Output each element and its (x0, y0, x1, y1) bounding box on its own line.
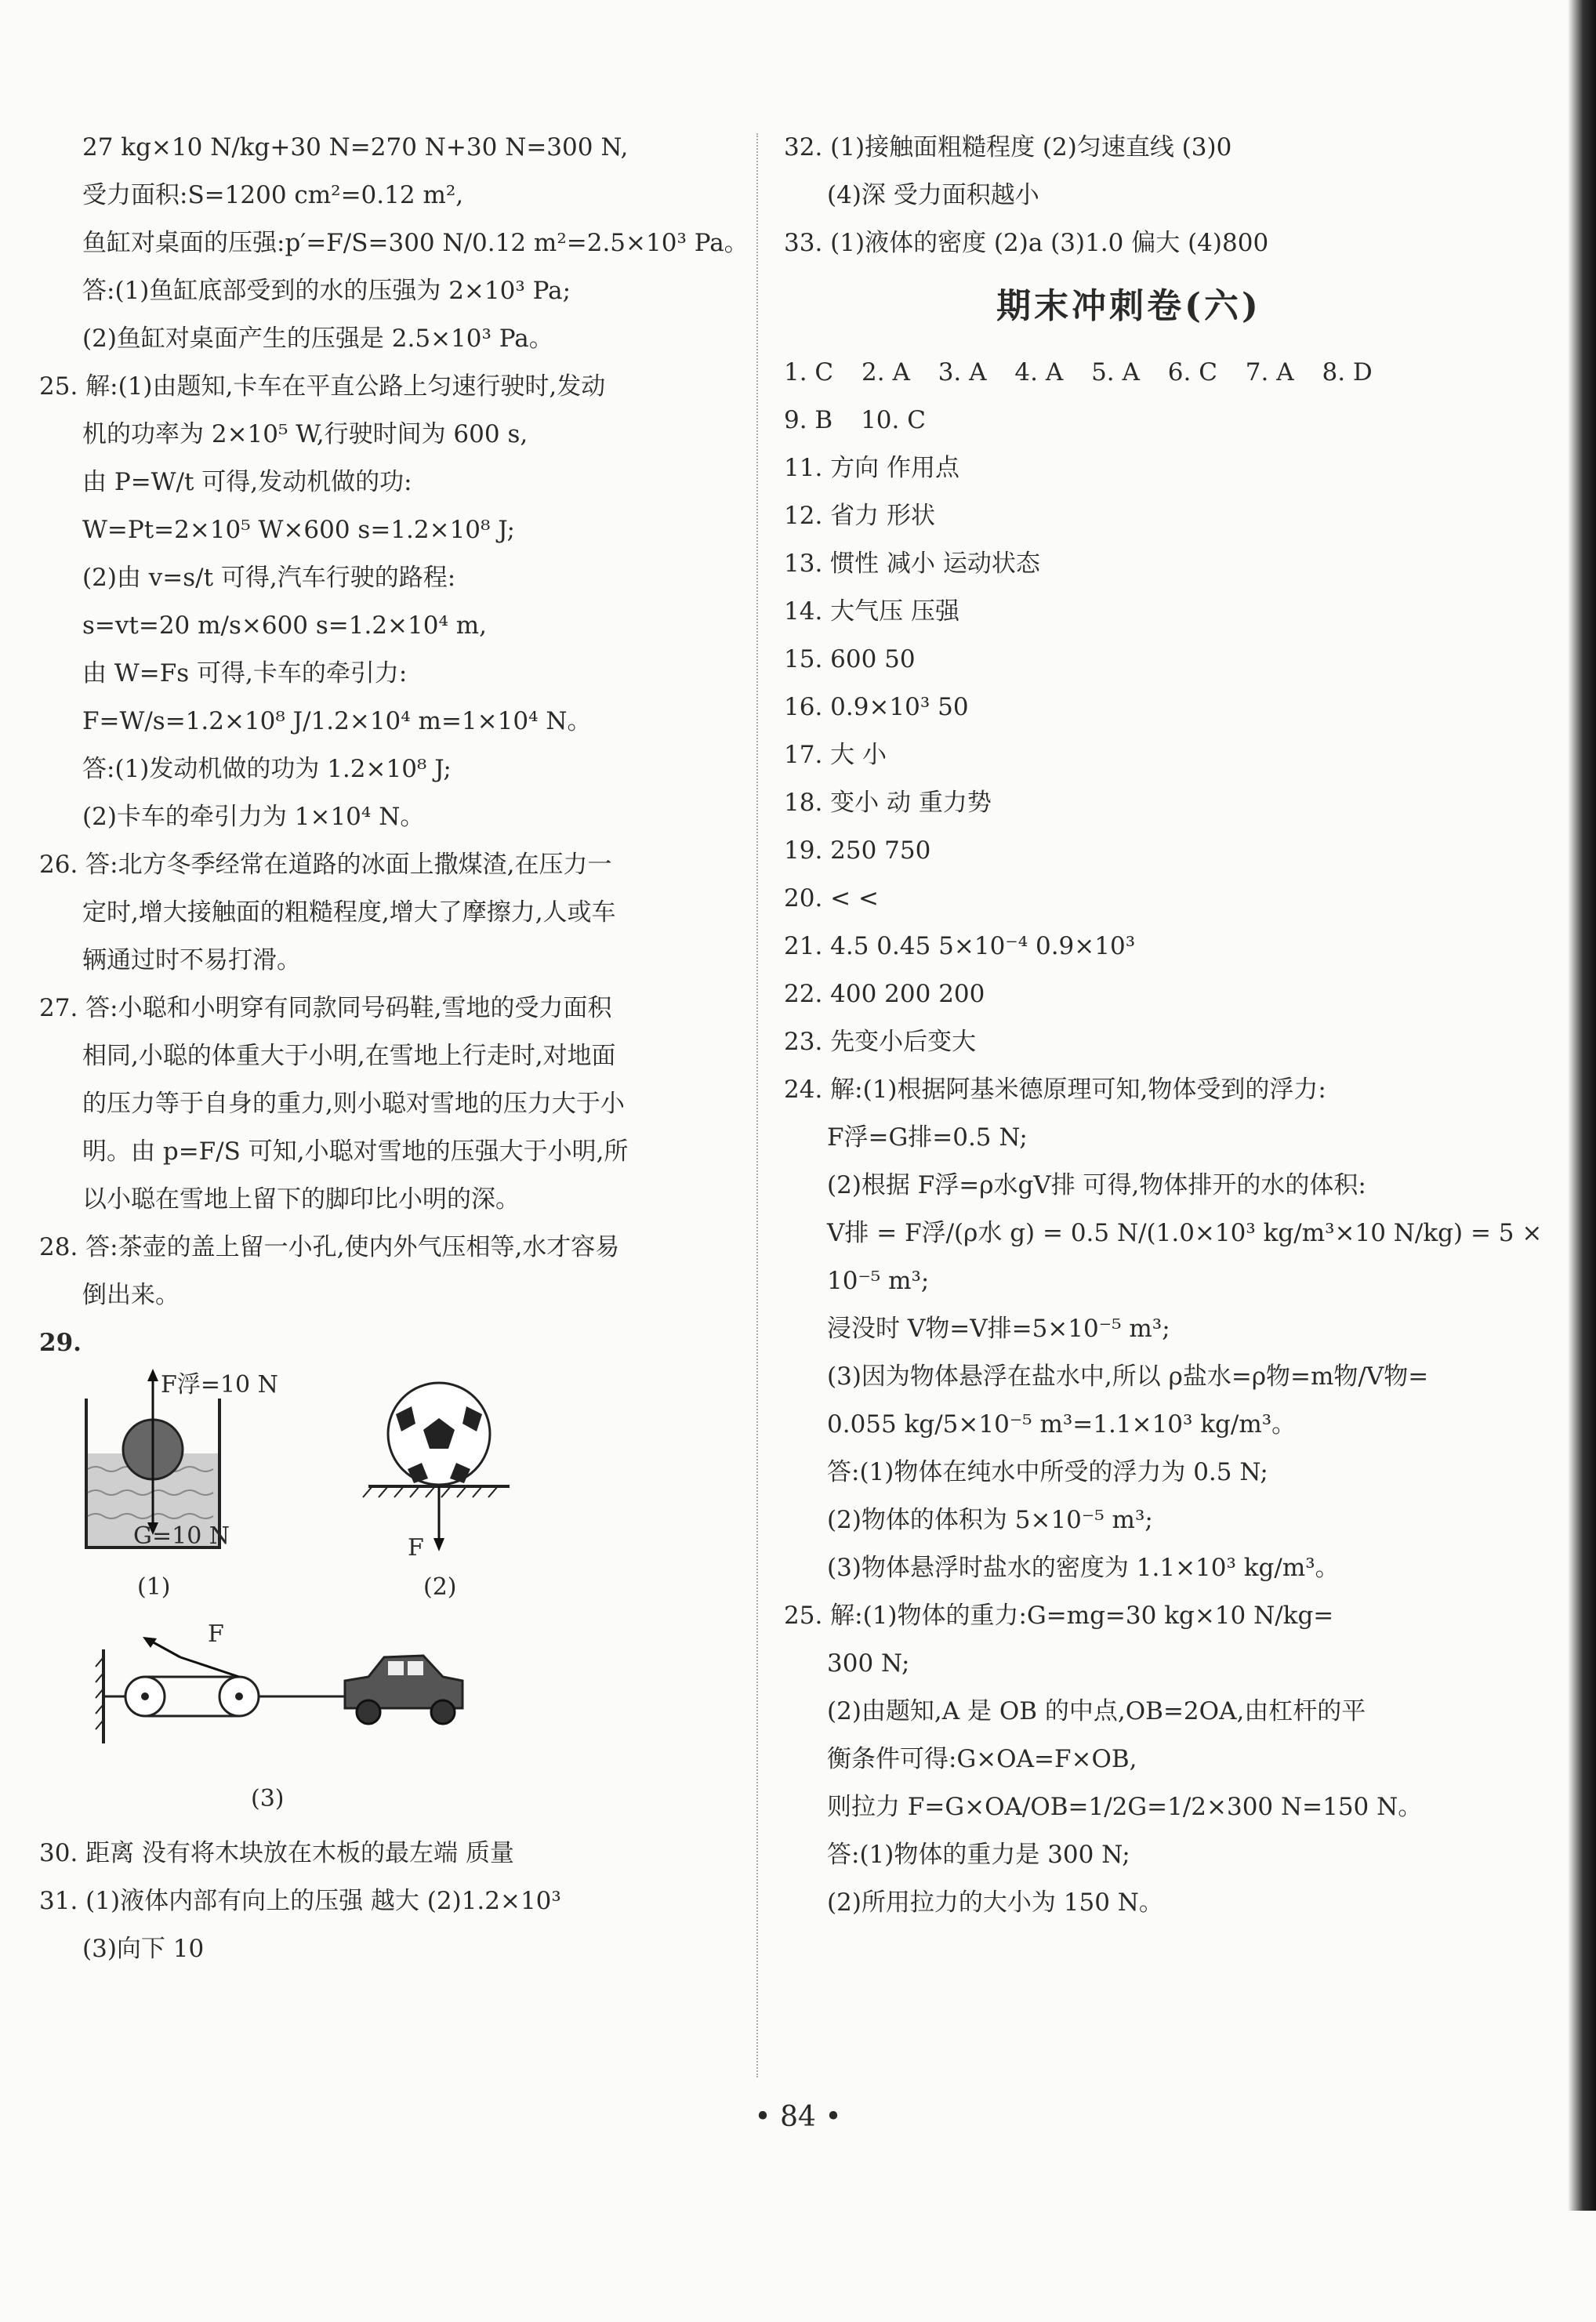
figure-3-caption: (3) (251, 1785, 285, 1812)
page-number: • 84 • (754, 2101, 842, 2133)
fill-answer: 14. 大气压 压强 (784, 597, 960, 626)
mcq-answers-row-1 (784, 349, 1474, 397)
question-24: 24. 解:(1)根据阿基米德原理可知,物体受到的浮力: (784, 1076, 1326, 1104)
text-line: 则拉力 F=G×OA/OB=1/2G=1/2×300 N=150 N。 (827, 1793, 1423, 1821)
text-line: (3)物体悬浮时盐水的密度为 1.1×10³ kg/m³。 (827, 1554, 1340, 1582)
mcq-answer: 3. A (938, 358, 987, 386)
question-27: 27. 答:小聪和小明穿有同款同号码鞋,雪地的受力面积 (39, 994, 612, 1022)
text-line: (2)所用拉力的大小为 150 N。 (827, 1888, 1163, 1917)
text-line: (2)根据 F浮=ρ水gV排 可得,物体排开的水的体积: (827, 1171, 1366, 1199)
text-line: 答:(1)物体在纯水中所受的浮力为 0.5 N; (827, 1458, 1268, 1486)
text-line: 27 kg×10 N/kg+30 N=270 N+30 N=300 N, (82, 133, 629, 161)
text-line: 0.055 kg/5×10⁻⁵ m³=1.1×10³ kg/m³。 (827, 1410, 1297, 1439)
fill-answer: 11. 方向 作用点 (784, 454, 960, 482)
fill-answer: 17. 大 小 (784, 741, 887, 769)
mcq-answer: 6. C (1167, 358, 1217, 386)
text-line: 答:(1)物体的重力是 300 N; (827, 1841, 1130, 1869)
mcq-answer: 5. A (1091, 358, 1140, 386)
question-29: 29. (39, 1329, 82, 1357)
left-column (39, 124, 749, 1973)
mcq-answer: 9. B (784, 406, 833, 434)
mcq-answer: 10. C (861, 406, 926, 434)
question-32: 32. (1)接触面粗糙程度 (2)匀速直线 (3)0 (784, 133, 1232, 161)
text-line: (3)因为物体悬浮在盐水中,所以 ρ盐水=ρ物=m物/V物= (827, 1362, 1429, 1391)
text-line: 衡条件可得:G×OA=F×OB, (827, 1745, 1137, 1773)
figure-pulley-car (94, 1634, 502, 1767)
text-line: 机的功率为 2×10⁵ W,行驶时间为 600 s, (82, 420, 528, 448)
section-title: 期末冲刺卷(六) (996, 286, 1261, 326)
fill-answer: 22. 400 200 200 (784, 980, 985, 1008)
text-line: (2)物体的体积为 5×10⁻⁵ m³; (827, 1506, 1153, 1534)
text-line: 鱼缸对桌面的压强:p′=F/S=300 N/0.12 m²=2.5×10³ Pa。 (82, 229, 749, 257)
pull-force-label: F (208, 1620, 224, 1648)
text-line: 由 W=Fs 可得,卡车的牵引力: (82, 659, 408, 688)
fill-answer: 16. 0.9×10³ 50 (784, 693, 969, 721)
fill-answer: 12. 省力 形状 (784, 502, 936, 530)
fill-answer: 21. 4.5 0.45 5×10⁻⁴ 0.9×10³ (784, 932, 1136, 960)
fill-answer: 23. 先变小后变大 (784, 1028, 977, 1056)
text-line: F浮=G排=0.5 N; (827, 1123, 1028, 1152)
figure-1-caption: (1) (137, 1573, 171, 1601)
text-line: 300 N; (827, 1649, 910, 1678)
text-line: (2)由题知,A 是 OB 的中点,OB=2OA,由杠杆的平 (827, 1697, 1366, 1725)
text-line: W=Pt=2×10⁵ W×600 s=1.2×10⁸ J; (82, 516, 515, 544)
text-line: (2)卡车的牵引力为 1×10⁴ N。 (82, 803, 425, 831)
mcq-answer: 4. A (1014, 358, 1064, 386)
text-line: (2)鱼缸对桌面产生的压强是 2.5×10³ Pa。 (82, 325, 553, 353)
text-line: s=vt=20 m/s×600 s=1.2×10⁴ m, (82, 611, 488, 640)
pressure-force-label: F (408, 1534, 424, 1562)
text-line: 辆通过时不易打滑。 (82, 946, 301, 974)
text-line: 受力面积:S=1200 cm²=0.12 m², (82, 181, 464, 209)
right-column (784, 124, 1543, 1927)
fill-answer: 19. 250 750 (784, 836, 931, 865)
question-30: 30. 距离 没有将木块放在木板的最左端 质量 (39, 1839, 514, 1867)
fill-answer: 13. 惯性 减小 运动状态 (784, 550, 1040, 578)
column-divider (756, 133, 758, 2077)
mcq-answer: 1. C (784, 358, 834, 386)
text-line: F=W/s=1.2×10⁸ J/1.2×10⁴ m=1×10⁴ N。 (82, 707, 592, 735)
text-line: 由 P=W/t 可得,发动机做的功: (82, 468, 412, 496)
question-33: 33. (1)液体的密度 (2)a (3)1.0 偏大 (4)800 (784, 229, 1269, 257)
question-28: 28. 答:茶壶的盖上留一小孔,使内外气压相等,水才容易 (39, 1233, 620, 1261)
mcq-answer: 2. A (861, 358, 910, 386)
question-26: 26. 答:北方冬季经常在道路的冰面上撒煤渣,在压力一 (39, 851, 612, 879)
scan-edge-shadow (1568, 0, 1596, 2211)
fill-answer: 15. 600 50 (784, 645, 916, 673)
question-25: 25. 解:(1)由题知,卡车在平直公路上匀速行驶时,发动 (39, 372, 606, 401)
mcq-answer: 7. A (1245, 358, 1294, 386)
text-line: 10⁻⁵ m³; (827, 1267, 930, 1295)
figure-soccer-ball (353, 1375, 525, 1579)
figures-29 (39, 1367, 737, 1830)
question-31: 31. (1)液体内部有向上的压强 越大 (2)1.2×10³ (39, 1887, 561, 1915)
text-line: 相同,小聪的体重大于小明,在雪地上行走时,对地面 (82, 1042, 616, 1070)
text-line: 答:(1)鱼缸底部受到的水的压强为 2×10³ Pa; (82, 277, 571, 305)
text-line: 定时,增大接触面的粗糙程度,增大了摩擦力,人或车 (82, 898, 616, 927)
text-line: 答:(1)发动机做的功为 1.2×10⁸ J; (82, 755, 452, 783)
text-line: 的压力等于自身的重力,则小聪对雪地的压力大于小 (82, 1090, 625, 1118)
fill-answer: 18. 变小 动 重力势 (784, 789, 992, 817)
text-line: 倒出来。 (82, 1281, 180, 1309)
text-line: 浸没时 V物=V排=5×10⁻⁵ m³; (827, 1315, 1170, 1343)
fill-answer: 20. < < (784, 884, 879, 912)
text-line: (4)深 受力面积越小 (827, 181, 1039, 209)
mcq-answers-row-2 (784, 397, 1474, 444)
text-line: V排 = F浮/(ρ水 g) = 0.5 N/(1.0×10³ kg/m³×10 N/kg) = 5 × (827, 1219, 1543, 1247)
mcq-answer: 8. D (1322, 358, 1373, 386)
buoyant-force-label: F浮=10 N (161, 1371, 278, 1399)
text-line: (2)由 v=s/t 可得,汽车行驶的路程: (82, 564, 456, 592)
text-line: 明。由 p=F/S 可知,小聪对雪地的压强大于小明,所 (82, 1137, 629, 1166)
figure-2-caption: (2) (423, 1573, 457, 1601)
text-line: 以小聪在雪地上留下的脚印比小明的深。 (82, 1185, 520, 1214)
question-25-right: 25. 解:(1)物体的重力:G=mg=30 kg×10 N/kg= (784, 1602, 1334, 1630)
gravity-label: G=10 N (133, 1522, 230, 1550)
text-line: (3)向下 10 (82, 1935, 205, 1963)
